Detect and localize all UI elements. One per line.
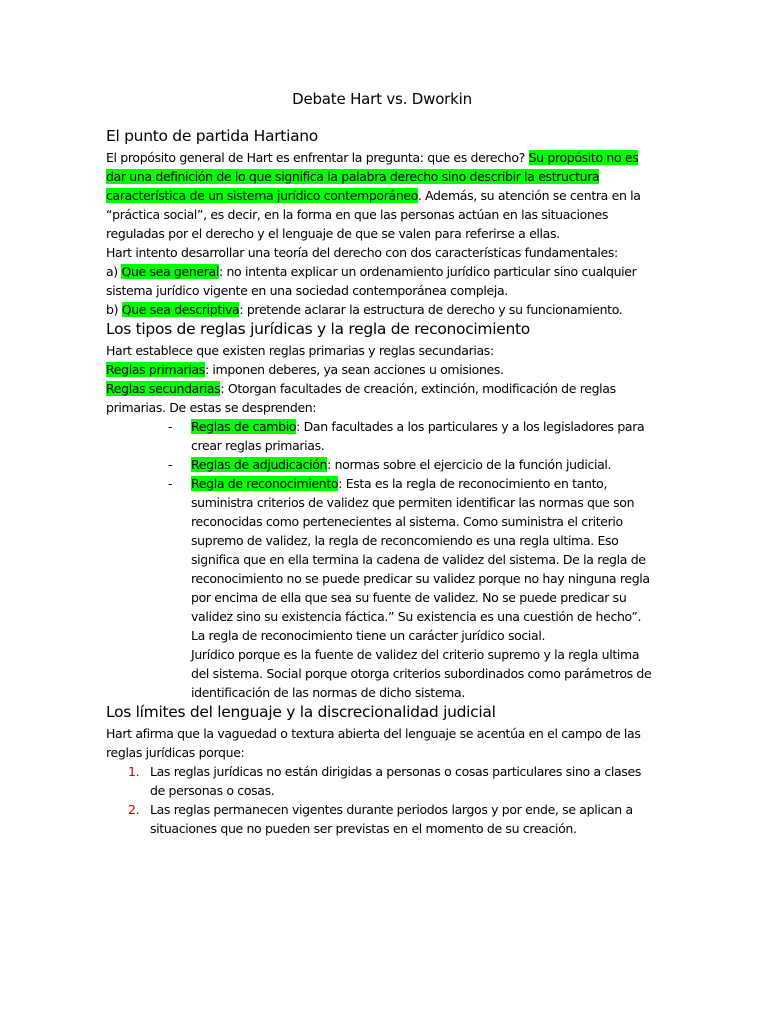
section-heading: Los tipos de reglas jurídicas y la regla de reconocimiento [106, 320, 530, 338]
list-item [168, 474, 658, 702]
text-run: : Otorgan facultades de creación, extinción, modificación de reglas primarias. De estas se desprenden: [106, 381, 616, 415]
highlighted-text: Reglas primarias [106, 362, 205, 377]
list-number: 1. [128, 764, 140, 779]
text-run: : no intenta explicar un ordenamiento jurídico particular sino cualquier sistema jurídico vigente en una sociedad contemporánea compleja. [106, 264, 637, 298]
text-run: : Esta es la regla de reconocimiento en tanto, suministra criterios de validez que permiten identificar las normas que son reconocidas como pertenecientes al sistema. Como suministra el criterio supremo de validez, la regla de reconcomiendo es una regla ultima. Eso significa que en ella termina la cadena de validez del sistema. De la regla de reconocimiento no se puede predicar su validez porque no hay ninguna regla por encima de ella que sea su fuente de validez. No se puede predicar su validez sino su existencia fáctica.” Su existencia es una cuestión de hecho”. La regla de reconocimiento tiene un carácter jurídico social. [191, 476, 650, 643]
highlighted-text: Regla de reconocimiento [191, 476, 339, 491]
text-run: : pretende aclarar la estructura de derecho y su funcionamiento. [239, 302, 623, 317]
text-run: Las reglas jurídicas no están dirigidas a personas o cosas particulares sino a clases de personas o cosas. [150, 764, 641, 798]
text-run: . Además, su atención se centra en la “práctica social”, es decir, en la forma en que las personas actúan en las situaciones reguladas por el derecho y el lenguaje de que se valen para referirse a ellas. [106, 188, 641, 241]
highlighted-text: Reglas de adjudicación [191, 457, 328, 472]
dash-list [106, 417, 658, 702]
list-item [128, 800, 658, 838]
text-run: Las reglas permanecen vigentes durante periodos largos y por ende, se aplican a situaciones que no pueden ser previstas en el momento de su creación. [150, 802, 633, 836]
paragraph [106, 360, 658, 379]
paragraph: Hart intento desarrollar una teoría del derecho con dos características fundamentales: [106, 245, 618, 260]
paragraph [106, 148, 658, 243]
highlighted-text: Su propósito no es dar una definición de lo que significa la palabra derecho sino describir la estructura característica de un sistema jurídico contemporáneo [106, 150, 639, 203]
paragraph-item-a [106, 262, 658, 300]
numbered-list [106, 762, 658, 838]
section-heading: El punto de partida Hartiano [106, 127, 318, 145]
text-run: El propósito general de Hart es enfrentar la pregunta: que es derecho? [106, 150, 529, 165]
item-prefix: b) [106, 302, 122, 317]
text-run: : normas sobre el ejercicio de la función judicial. [327, 457, 612, 472]
section-punto-de-partida [106, 126, 658, 319]
paragraph [106, 379, 658, 417]
list-item [168, 417, 658, 455]
section-limites-del-lenguaje [106, 702, 658, 838]
highlighted-text: Que sea general [121, 264, 219, 279]
list-number: 2. [128, 802, 140, 817]
section-tipos-de-reglas [106, 319, 658, 702]
paragraph: Hart afirma que la vaguedad o textura abierta del lenguaje se acentúa en el campo de las reglas jurídicas porque: [106, 726, 641, 760]
list-item [128, 762, 658, 800]
text-run: : imponen deberes, ya sean acciones u omisiones. [204, 362, 504, 377]
document-title: Debate Hart vs. Dworkin [292, 90, 472, 108]
highlighted-text: Reglas secundarias [106, 381, 221, 396]
highlighted-text: Que sea descriptiva [121, 302, 240, 317]
list-item [168, 455, 658, 474]
highlighted-text: Reglas de cambio [191, 419, 297, 434]
text-run: : Dan facultades a los particulares y a los legisladores para crear reglas primarias. [191, 419, 645, 453]
paragraph: Hart establece que existen reglas primarias y reglas secundarias: [106, 343, 494, 358]
text-run-continuation: Jurídico porque es la fuente de validez del criterio supremo y la regla ultima del sistema. Social porque otorga criterios subordinados como parámetros de identificación de las normas de dicho sistema. [191, 647, 652, 700]
item-prefix: a) [106, 264, 122, 279]
paragraph-item-b [106, 300, 658, 319]
section-heading: Los límites del lenguaje y la discrecionalidad judicial [106, 703, 496, 721]
